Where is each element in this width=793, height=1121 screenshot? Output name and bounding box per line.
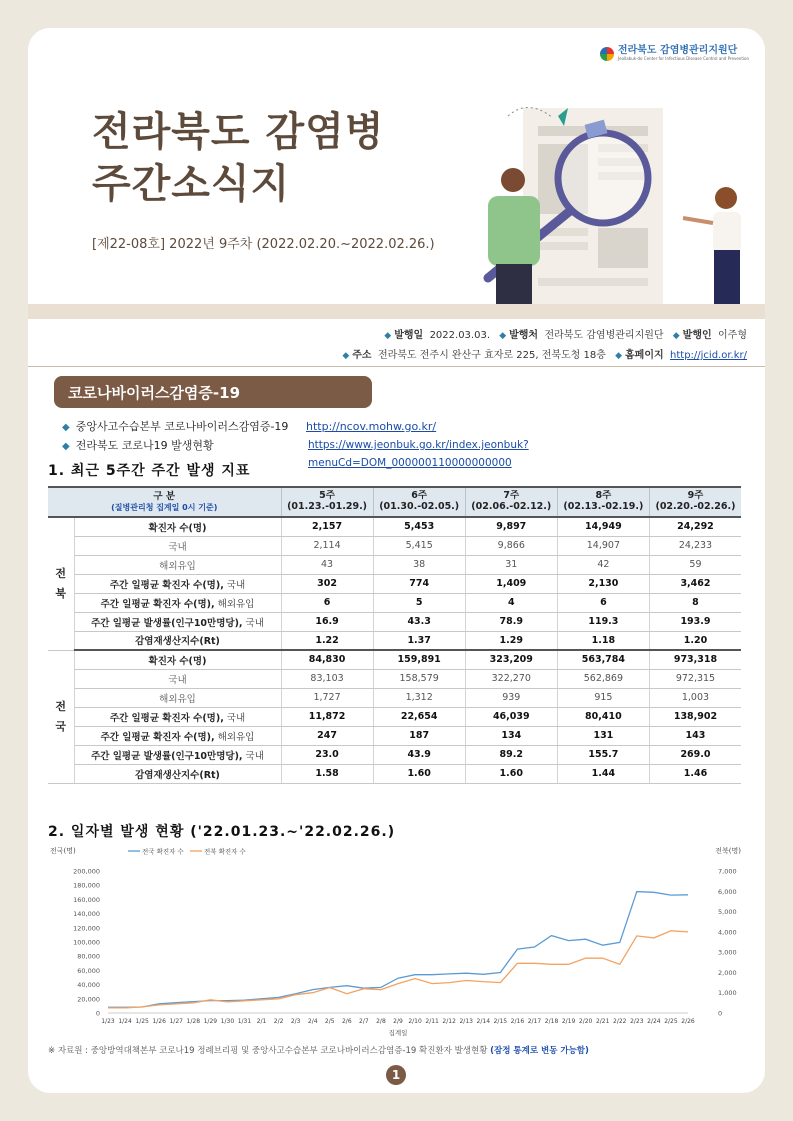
table-cell: 43	[281, 555, 373, 574]
table-cell: 1,312	[373, 688, 465, 707]
table-cell: 143	[649, 726, 741, 745]
row-label	[74, 669, 281, 688]
week-label: 8주	[595, 490, 612, 502]
x-tick-label: 2/7	[359, 1018, 369, 1025]
region-char: 전	[55, 699, 67, 713]
region-label	[48, 517, 74, 650]
table-row	[48, 612, 741, 631]
table-cell: 1.60	[373, 764, 465, 783]
x-tick-label: 2/17	[527, 1018, 542, 1025]
woman-figure	[715, 187, 737, 209]
table-cell: 1.60	[465, 764, 557, 783]
table-cell: 5,453	[373, 517, 465, 536]
left-tick-label: 60,000	[77, 966, 100, 975]
source-text: ※ 자료원 : 중앙방역대책본부 코로나19 정례브리핑 및 중앙사고수습본부 코로나바이러스감염증-19 확진환자 발생현황	[48, 1046, 488, 1056]
right-tick-label: 6,000	[718, 887, 737, 896]
org-logo	[600, 46, 749, 61]
row-label	[74, 517, 281, 536]
row-label	[74, 650, 281, 669]
table-cell: 84,830	[281, 650, 373, 669]
table-cell: 915	[557, 688, 649, 707]
org-logo-icon	[600, 47, 614, 61]
table-cell: 22,654	[373, 707, 465, 726]
x-tick-label: 2/4	[307, 1018, 318, 1025]
x-tick-label: 2/10	[408, 1018, 422, 1025]
x-tick-label: 2/16	[510, 1018, 525, 1025]
row-label-suffix: 국내	[223, 712, 246, 724]
table-cell: 138,902	[649, 707, 741, 726]
week-header	[281, 487, 373, 517]
x-tick-label: 2/8	[376, 1018, 386, 1025]
x-tick-label: 1/24	[118, 1018, 132, 1025]
right-tick-label: 2,000	[718, 968, 737, 977]
right-tick-label: 3,000	[718, 948, 737, 957]
row-label-text: 감염재생산지수(Rt)	[135, 636, 220, 648]
x-tick-label: 2/3	[290, 1018, 301, 1025]
x-tick-label: 1/30	[220, 1018, 235, 1025]
row-label-suffix: 해외유입	[214, 598, 255, 610]
legend-label: 전국 확진자 수	[142, 847, 184, 856]
row-label-suffix: 국내	[242, 617, 264, 629]
issue-info: [제22-08호] 2022년 9주차 (2022.02.20.~2022.02.26.)	[92, 237, 435, 252]
left-tick-label: 80,000	[77, 952, 100, 961]
table-cell: 1.44	[557, 764, 649, 783]
table-cell: 1.37	[373, 631, 465, 650]
section-title: 코로나바이러스감염증-19	[54, 376, 372, 408]
table-cell: 1.29	[465, 631, 557, 650]
left-axis-title: 전국(명)	[50, 847, 76, 855]
row-label-text: 해외유입	[159, 693, 196, 705]
table-cell: 83,103	[281, 669, 373, 688]
table-row	[48, 688, 741, 707]
category-header-label: 구 분	[153, 490, 176, 502]
table-row	[48, 650, 741, 669]
table-cell: 187	[373, 726, 465, 745]
title-line-1: 전라북도 감염병	[92, 109, 385, 155]
issuer: 이주형	[718, 330, 747, 341]
table-cell: 2,130	[557, 574, 649, 593]
table-cell: 59	[649, 555, 741, 574]
week-header	[649, 487, 741, 517]
table-cell: 14,949	[557, 517, 649, 536]
row-label	[74, 745, 281, 764]
table-cell: 323,209	[465, 650, 557, 669]
left-tick-label: 140,000	[73, 910, 100, 919]
x-tick-label: 2/21	[595, 1018, 610, 1025]
diamond-bullet-icon: ◆	[672, 331, 680, 341]
table-cell: 9,866	[465, 536, 557, 555]
table-cell: 6	[557, 593, 649, 612]
table-cell: 5	[373, 593, 465, 612]
table-row	[48, 764, 741, 783]
x-tick-label: 2/14	[476, 1018, 491, 1025]
table-cell: 11,872	[281, 707, 373, 726]
table-cell: 9,897	[465, 517, 557, 536]
ncov-link[interactable]: http://ncov.mohw.go.kr/	[306, 420, 437, 433]
week-header	[373, 487, 465, 517]
table-cell: 8	[649, 593, 741, 612]
table-row	[48, 631, 741, 650]
diamond-bullet-icon: ◆	[384, 331, 392, 341]
row-label	[74, 555, 281, 574]
row-label-text: 주간 일평균 발생률(인구10만명당),	[91, 617, 243, 629]
week-label: 7주	[503, 490, 520, 502]
x-tick-label: 2/19	[561, 1018, 576, 1025]
table-cell: 302	[281, 574, 373, 593]
table-cell: 46,039	[465, 707, 557, 726]
row-label-text: 확진자 수(명)	[148, 522, 207, 534]
publication-info	[336, 326, 747, 366]
table-cell: 5,415	[373, 536, 465, 555]
x-tick-label: 2/11	[425, 1018, 439, 1025]
reference-link-row	[62, 417, 437, 436]
table-cell: 23.0	[281, 745, 373, 764]
row-label	[74, 631, 281, 650]
week-range: (01.30.-02.05.)	[379, 501, 460, 512]
table-row	[48, 536, 741, 555]
table-cell: 2,157	[281, 517, 373, 536]
table-cell: 1,003	[649, 688, 741, 707]
x-tick-label: 2/25	[664, 1018, 678, 1025]
row-label-suffix: 국내	[242, 750, 264, 762]
row-label	[74, 688, 281, 707]
weekly-indicator-table	[48, 486, 741, 784]
table-cell: 131	[557, 726, 649, 745]
x-tick-label: 2/1	[256, 1018, 267, 1025]
right-tick-label: 1,000	[718, 989, 737, 998]
table-cell: 193.9	[649, 612, 741, 631]
table-cell: 155.7	[557, 745, 649, 764]
right-tick-label: 7,000	[718, 867, 737, 876]
diamond-bullet-icon: ◆	[342, 351, 350, 361]
reference-links	[62, 417, 529, 470]
series-line-national	[108, 892, 688, 1008]
table-cell: 31	[465, 555, 557, 574]
provisional-note: (잠정 통계로 변동 가능함)	[490, 1046, 589, 1056]
right-tick-label: 4,000	[718, 928, 737, 937]
title-line-2: 주간소식지	[92, 161, 291, 207]
x-tick-label: 2/2	[273, 1018, 284, 1025]
table-row	[48, 574, 741, 593]
category-header	[48, 487, 281, 517]
table-cell: 1.58	[281, 764, 373, 783]
table-cell: 973,318	[649, 650, 741, 669]
table-cell: 774	[373, 574, 465, 593]
table-cell: 939	[465, 688, 557, 707]
homepage-link[interactable]: http://jcid.or.kr/	[670, 350, 747, 361]
x-tick-label: 2/5	[324, 1018, 335, 1025]
x-tick-label: 2/12	[442, 1018, 456, 1025]
publisher-label: 발행처	[509, 330, 539, 341]
week-range: (01.23.-01.29.)	[287, 501, 368, 512]
publisher: 전라북도 감염병관리지원단	[544, 330, 664, 341]
row-label	[74, 726, 281, 745]
week-range: (02.06.-02.12.)	[471, 501, 552, 512]
week-label: 6주	[411, 490, 428, 502]
table-cell: 322,270	[465, 669, 557, 688]
table-cell: 1.22	[281, 631, 373, 650]
row-label	[74, 707, 281, 726]
x-tick-label: 2/9	[393, 1018, 403, 1025]
header-band	[28, 304, 765, 319]
week-range: (02.13.-02.19.)	[563, 501, 644, 512]
table-cell: 1,409	[465, 574, 557, 593]
table-cell: 1.20	[649, 631, 741, 650]
x-tick-label: 1/23	[101, 1018, 115, 1025]
x-tick-label: 1/31	[237, 1018, 252, 1025]
table-cell: 80,410	[557, 707, 649, 726]
x-tick-label: 2/26	[681, 1018, 695, 1025]
diamond-bullet-icon: ◆	[62, 422, 70, 433]
table-cell: 4	[465, 593, 557, 612]
region-char: 북	[55, 586, 67, 600]
table-row	[48, 669, 741, 688]
diamond-bullet-icon: ◆	[62, 441, 70, 452]
reference-link-label: 중앙사고수습본부 코로나바이러스감염증-19	[75, 420, 289, 433]
row-label-text: 감염재생산지수(Rt)	[135, 769, 220, 781]
row-label	[74, 764, 281, 783]
row-label-text: 주간 일평균 확진자 수(명),	[109, 712, 224, 724]
table-cell: 1.18	[557, 631, 649, 650]
x-tick-label: 2/20	[578, 1018, 593, 1025]
table-cell: 159,891	[373, 650, 465, 669]
table-cell: 43.3	[373, 612, 465, 631]
divider	[28, 366, 765, 367]
row-label-text: 확진자 수(명)	[148, 655, 207, 667]
x-tick-label: 1/25	[135, 1018, 149, 1025]
table-cell: 6	[281, 593, 373, 612]
x-tick-label: 1/26	[152, 1018, 166, 1025]
left-tick-label: 160,000	[73, 895, 100, 904]
homepage-label: 홈페이지	[625, 350, 664, 361]
table-row	[48, 593, 741, 612]
table-cell: 38	[373, 555, 465, 574]
x-tick-label: 1/29	[203, 1018, 218, 1025]
left-tick-label: 100,000	[73, 938, 100, 947]
x-tick-label: 2/6	[341, 1018, 352, 1025]
chart-heading: 2. 일자별 발생 현황 ('22.01.23.~'22.02.26.)	[48, 824, 396, 840]
right-tick-label: 5,000	[718, 908, 737, 917]
table-cell: 563,784	[557, 650, 649, 669]
row-label-text: 해외유입	[159, 560, 196, 572]
x-tick-label: 1/27	[169, 1018, 183, 1025]
table-heading: 1. 최근 5주간 주간 발생 지표	[48, 463, 251, 479]
table-cell: 247	[281, 726, 373, 745]
newsletter-title	[92, 106, 384, 210]
reference-link-label: 전라북도 코로나19 발생현황	[75, 439, 214, 452]
row-label	[74, 593, 281, 612]
row-label-text: 주간 일평균 확진자 수(명),	[100, 598, 215, 610]
series-line-jeonbuk	[108, 931, 688, 1008]
x-tick-label: 2/13	[459, 1018, 473, 1025]
category-header-sub: (질병관리청 집계일 0시 기준)	[111, 502, 218, 512]
row-label	[74, 612, 281, 631]
jeonbuk-link[interactable]: https://www.jeonbuk.go.kr/index.jeonbuk?menuCd=DOM_000000110000000000	[308, 439, 529, 470]
table-cell: 42	[557, 555, 649, 574]
table-row	[48, 517, 741, 536]
x-tick-label: 2/18	[544, 1018, 559, 1025]
left-tick-label: 120,000	[73, 924, 100, 933]
row-label	[74, 574, 281, 593]
left-tick-label: 200,000	[73, 867, 100, 876]
x-tick-label: 2/24	[647, 1018, 661, 1025]
table-row	[48, 555, 741, 574]
row-label-suffix: 국내	[223, 579, 246, 591]
region-char: 국	[55, 719, 67, 733]
x-tick-label: 2/22	[613, 1018, 627, 1025]
table-cell: 89.2	[465, 745, 557, 764]
table-cell: 24,233	[649, 536, 741, 555]
row-label-text: 주간 일평균 발생률(인구10만명당),	[91, 750, 243, 762]
week-label: 9주	[687, 490, 704, 502]
address-label: 주소	[352, 350, 372, 361]
table-cell: 78.9	[465, 612, 557, 631]
newsletter-page	[28, 28, 765, 1093]
diamond-bullet-icon: ◆	[499, 331, 507, 341]
region-label	[48, 650, 74, 783]
table-cell: 24,292	[649, 517, 741, 536]
table-cell: 43.9	[373, 745, 465, 764]
region-char: 전	[55, 566, 67, 580]
date-label: 발행일	[394, 330, 424, 341]
table-cell: 134	[465, 726, 557, 745]
org-name-en: Jeollabuk-do Center for Infectious Disease Control and Prevention	[617, 56, 749, 61]
week-label: 5주	[319, 490, 335, 502]
x-axis-title: 집계일	[388, 1029, 408, 1037]
left-tick-label: 20,000	[77, 995, 100, 1004]
reference-link-row	[62, 436, 529, 470]
table-cell: 119.3	[557, 612, 649, 631]
week-header	[557, 487, 649, 517]
table-cell: 562,869	[557, 669, 649, 688]
row-label	[74, 536, 281, 555]
table-row	[48, 726, 741, 745]
x-tick-label: 2/23	[630, 1018, 644, 1025]
table-cell: 14,907	[557, 536, 649, 555]
publish-date: 2022.03.03.	[429, 330, 490, 341]
page-number: 1	[386, 1065, 406, 1085]
table-cell: 2,114	[281, 536, 373, 555]
left-tick-label: 0	[95, 1009, 100, 1018]
table-row	[48, 745, 741, 764]
legend-label: 전북 확진자 수	[204, 847, 246, 856]
diamond-bullet-icon: ◆	[615, 351, 623, 361]
table-row	[48, 707, 741, 726]
week-header	[465, 487, 557, 517]
table-cell: 158,579	[373, 669, 465, 688]
table-cell: 972,315	[649, 669, 741, 688]
row-label-suffix: 해외유입	[214, 731, 255, 743]
right-tick-label: 0	[718, 1009, 723, 1018]
row-label-text: 국내	[168, 674, 187, 686]
x-tick-label: 1/28	[186, 1018, 201, 1025]
table-cell: 16.9	[281, 612, 373, 631]
table-cell: 269.0	[649, 745, 741, 764]
address: 전라북도 전주시 완산구 효자로 225, 전북도청 18층	[377, 350, 606, 361]
org-name: 전라북도 감염병관리지원단	[617, 45, 738, 56]
issuer-label: 발행인	[682, 330, 712, 341]
row-label-text: 주간 일평균 확진자 수(명),	[100, 731, 215, 743]
header-illustration	[428, 78, 758, 318]
row-label-text: 주간 일평균 확진자 수(명),	[109, 579, 224, 591]
row-label-text: 국내	[168, 541, 187, 553]
left-tick-label: 40,000	[77, 981, 100, 990]
right-axis-title: 전북(명)	[715, 847, 741, 855]
x-tick-label: 2/15	[493, 1018, 508, 1025]
man-figure	[501, 168, 525, 192]
table-cell: 1,727	[281, 688, 373, 707]
week-range: (02.20.-02.26.)	[655, 501, 736, 512]
table-header-row	[48, 487, 741, 517]
left-tick-label: 180,000	[73, 881, 100, 890]
daily-cases-chart	[48, 843, 743, 1038]
table-cell: 3,462	[649, 574, 741, 593]
table-cell: 1.46	[649, 764, 741, 783]
source-note	[48, 1044, 589, 1056]
